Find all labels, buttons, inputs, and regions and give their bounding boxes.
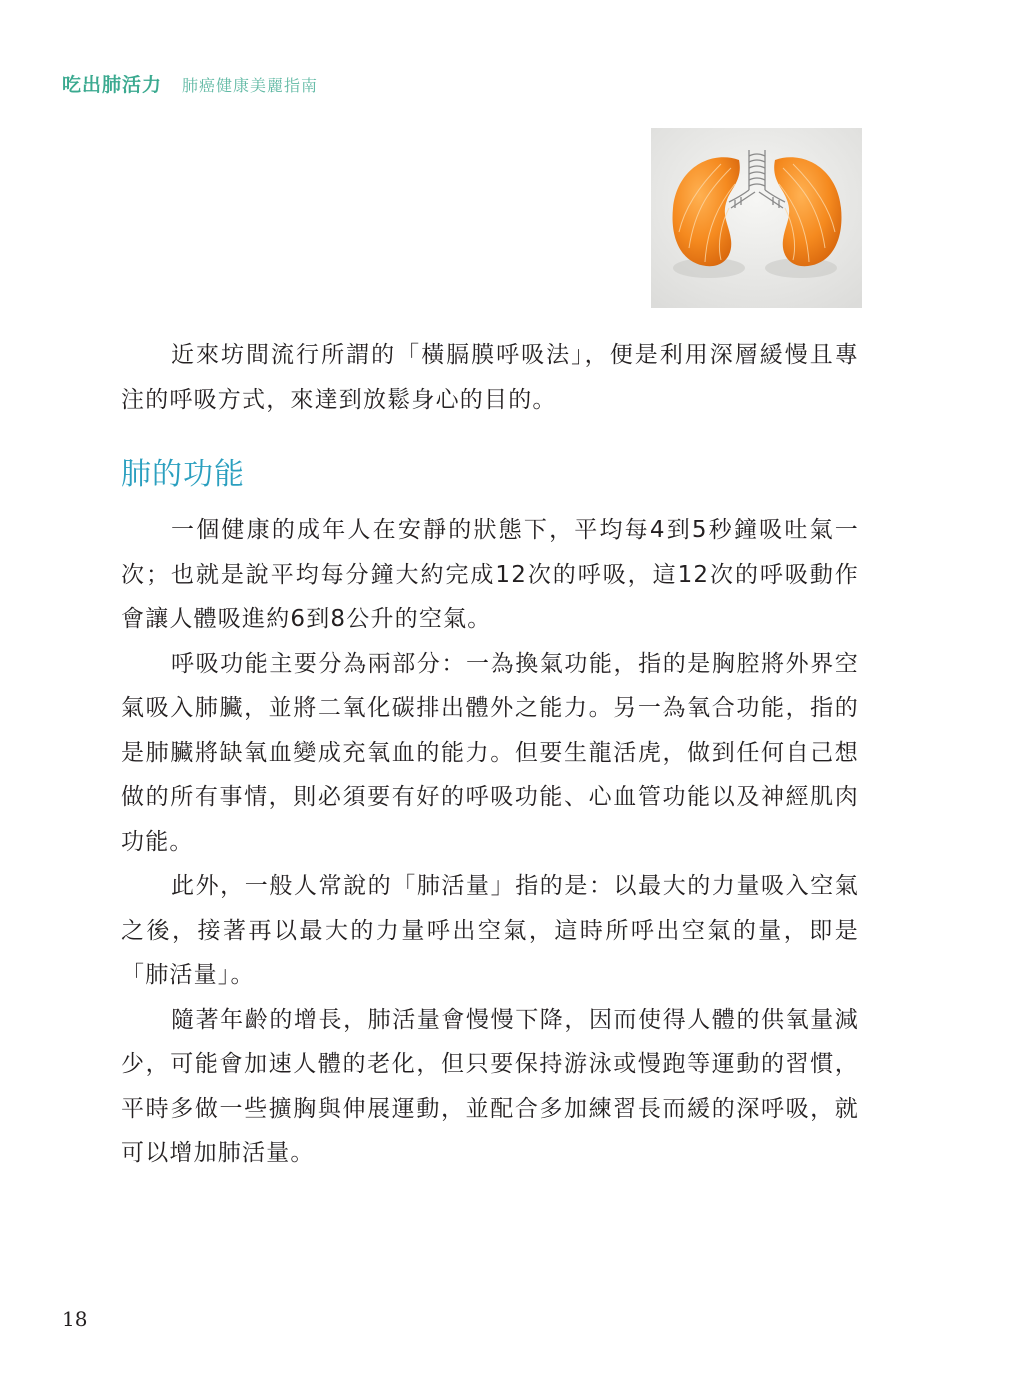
tangerine-lungs-photo (651, 128, 862, 308)
paragraph-lung-capacity: 此外，一般人常說的「肺活量」指的是：以最大的力量吸入空氣之後，接著再以最大的力量呼出空氣，這時所呼出空氣的量，即是「肺活量」。 (121, 873, 859, 988)
paragraph-breathing-rate: 一個健康的成年人在安靜的狀態下，平均每4到5秒鐘吸吐氣一次；也就是說平均每分鐘大約完成12次的呼吸，這12次的呼吸動作會讓人體吸進約6到8公升的空氣。 (121, 517, 859, 632)
intro-paragraph: 近來坊間流行所謂的「橫膈膜呼吸法」，便是利用深層緩慢且專注的呼吸方式，來達到放鬆身心的目的。 (121, 342, 859, 413)
section-heading: 肺的功能 (121, 457, 245, 492)
section-body (121, 508, 859, 1176)
paragraph-respiratory-functions: 呼吸功能主要分為兩部分：一為換氣功能，指的是胸腔將外界空氣吸入肺臟，並將二氧化碳排出體外之能力。另一為氧合功能，指的是肺臟將缺氧血變成充氧血的能力。但要生龍活虎，做到任何自己想做的所有事情，則必須要有好的呼吸功能、心血管功能以及神經肌肉功能。 (121, 650, 859, 855)
running-header (62, 70, 318, 97)
book-title: 吃出肺活力 (62, 74, 163, 96)
book-subtitle: 肺癌健康美麗指南 (182, 76, 319, 95)
page-number: 18 (62, 1307, 88, 1331)
paragraph-aging: 隨著年齡的增長，肺活量會慢慢下降，因而使得人體的供氧量減少，可能會加速人體的老化，但只要保持游泳或慢跑等運動的習慣，平時多做一些擴胸與伸展運動，並配合多加練習長而緩的深呼吸，就可以增加肺活量。 (121, 1006, 859, 1166)
